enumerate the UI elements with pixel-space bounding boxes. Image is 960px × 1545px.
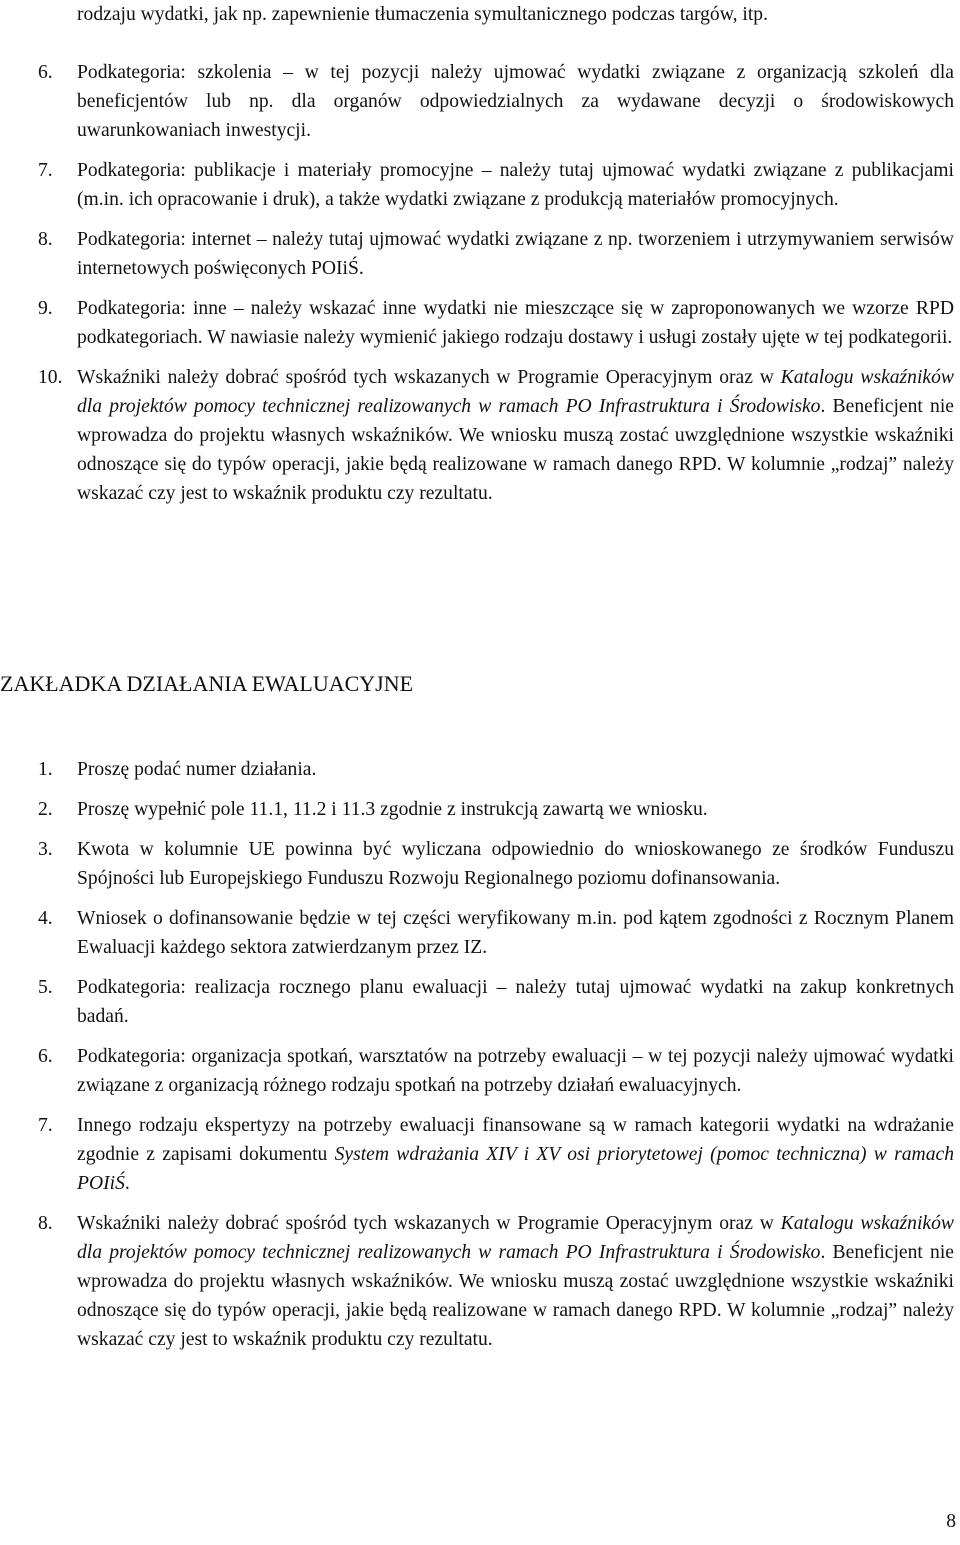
list-item-number: 7. (38, 160, 53, 181)
list-evaluation-actions (38, 755, 954, 1365)
list-item-text (77, 755, 954, 784)
text-run: . Beneficjent nie wprowadza do projektu własnych wskaźników. We wniosku muszą zostać uwzględnione wszystkie wskaźniki odnoszące się do typów operacji, jakie będą realizowane w ramach danego RPD. W kolumnie „rodzaj” należy wskazać czy jest to wskaźnik produktu czy rezultatu. (77, 1242, 954, 1350)
italic-title: Katalogu wskaźników dla projektów pomocy technicznej realizowanych w ramach PO Infrastruktura i Środowisko (77, 1213, 954, 1263)
italic-title: System wdrażania XIV i XV osi priorytetowej (pomoc techniczna) w ramach POIiŚ (77, 1144, 954, 1194)
list-item (38, 156, 954, 214)
text-run: Podkategoria: organizacja spotkań, warsztatów na potrzeby ewaluacji – w tej pozycji należy ujmować wydatki związane z organizacją różnego rodzaju spotkań na potrzeby działań ewaluacyjnych. (77, 1046, 954, 1096)
text-run: Podkategoria: szkolenia – w tej pozycji należy ujmować wydatki związane z organizacją szkoleń dla beneficjentów lub np. dla organów odpowiedzialnych za wydawane decyzji o środowiskowych uwarunkowaniach inwestycji. (77, 62, 954, 141)
text-run: Podkategoria: inne – należy wskazać inne wydatki nie mieszczące się w zaproponowanych we wzorze RPD podkategoriach. W nawiasie należy wymienić jakiego rodzaju dostawy i usługi zostały ujęte w tej podkategorii. (77, 298, 954, 348)
list-item-number: 4. (38, 908, 53, 929)
list-item-number: 2. (38, 799, 53, 820)
list-item-text (77, 156, 954, 214)
list-item (38, 1111, 954, 1198)
list-item-text (77, 904, 954, 962)
list-item-number: 9. (38, 298, 53, 319)
list-item-text (77, 1111, 954, 1198)
section-heading: ZAKŁADKA DZIAŁANIA EWALUACYJNE (0, 671, 414, 696)
list-item (38, 1209, 954, 1354)
list-item (38, 58, 954, 145)
list-item-number: 3. (38, 839, 53, 860)
italic-title: Katalogu wskaźników dla projektów pomocy technicznej realizowanych w ramach PO Infrastruktura i Środowisko (77, 367, 954, 417)
text-run: . (124, 1173, 130, 1194)
text-run: Wniosek o dofinansowanie będzie w tej części weryfikowany m.in. pod kątem zgodności z Rocznym Planem Ewaluacji każdego sektora zatwierdzanym przez IZ. (77, 908, 954, 958)
list-item (38, 755, 954, 784)
list-subcategories (38, 58, 954, 519)
list-item (38, 904, 954, 962)
text-run: Wskaźniki należy dobrać spośród tych wskazanych w Programie Operacyjnym oraz w (77, 1213, 781, 1234)
list-item-number: 6. (38, 62, 53, 83)
text-run: Wskaźniki należy dobrać spośród tych wskazanych w Programie Operacyjnym oraz w (77, 367, 781, 388)
list-item-text (77, 58, 954, 145)
list-item (38, 1042, 954, 1100)
list-item-text (77, 835, 954, 893)
text-run: Kwota w kolumnie UE powinna być wyliczana odpowiednio do wnioskowanego ze środków Funduszu Spójności lub Europejskiego Funduszu Rozwoju Regionalnego poziomu dofinansowania. (77, 839, 954, 889)
page-number: 8 (946, 1511, 956, 1532)
text-run: Podkategoria: internet – należy tutaj ujmować wydatki związane z np. tworzeniem i utrzymywaniem serwisów internetowych poświęconych POIiŚ. (77, 229, 954, 279)
text-run: Innego rodzaju ekspertyzy na potrzeby ewaluacji finansowane są w ramach kategorii wydatki na wdrażanie zgodnie z zapisami dokumentu (77, 1115, 954, 1165)
list-item (38, 225, 954, 283)
list-item (38, 973, 954, 1031)
list-item-number: 7. (38, 1115, 53, 1136)
text-run: . Beneficjent nie wprowadza do projektu własnych wskaźników. We wniosku muszą zostać uwzględnione wszystkie wskaźniki odnoszące się do typów operacji, jakie będą realizowane w ramach danego RPD. W kolumnie „rodzaj” należy wskazać czy jest to wskaźnik produktu czy rezultatu. (77, 396, 954, 504)
list-item (38, 835, 954, 893)
list-item (38, 795, 954, 824)
list-item (38, 363, 954, 508)
list-item (38, 294, 954, 352)
text-run: Podkategoria: publikacje i materiały promocyjne – należy tutaj ujmować wydatki związane z publikacjami (m.in. ich opracowanie i druk), a także wydatki związane z produkcją materiałów promocyjnych. (77, 160, 954, 210)
list-item-number: 8. (38, 1213, 53, 1234)
list-item-text (77, 294, 954, 352)
list-item-number: 1. (38, 759, 53, 780)
list-item-text (77, 225, 954, 283)
list-item-number: 10. (38, 367, 63, 388)
list-item-number: 8. (38, 229, 53, 250)
text-run: Proszę podać numer działania. (77, 759, 317, 780)
list-item-text (77, 1042, 954, 1100)
list-item-text (77, 795, 954, 824)
list-item-text (77, 363, 954, 508)
text-run: Podkategoria: realizacja rocznego planu ewaluacji – należy tutaj ujmować wydatki na zakup konkretnych badań. (77, 977, 954, 1027)
continuation-paragraph: rodzaju wydatki, jak np. zapewnienie tłumaczenia symultanicznego podczas targów, itp. (77, 4, 768, 25)
list-item-text (77, 973, 954, 1031)
list-item-number: 6. (38, 1046, 53, 1067)
text-run: Proszę wypełnić pole 11.1, 11.2 i 11.3 zgodnie z instrukcją zawartą we wniosku. (77, 799, 708, 820)
list-item-text (77, 1209, 954, 1354)
list-item-number: 5. (38, 977, 53, 998)
